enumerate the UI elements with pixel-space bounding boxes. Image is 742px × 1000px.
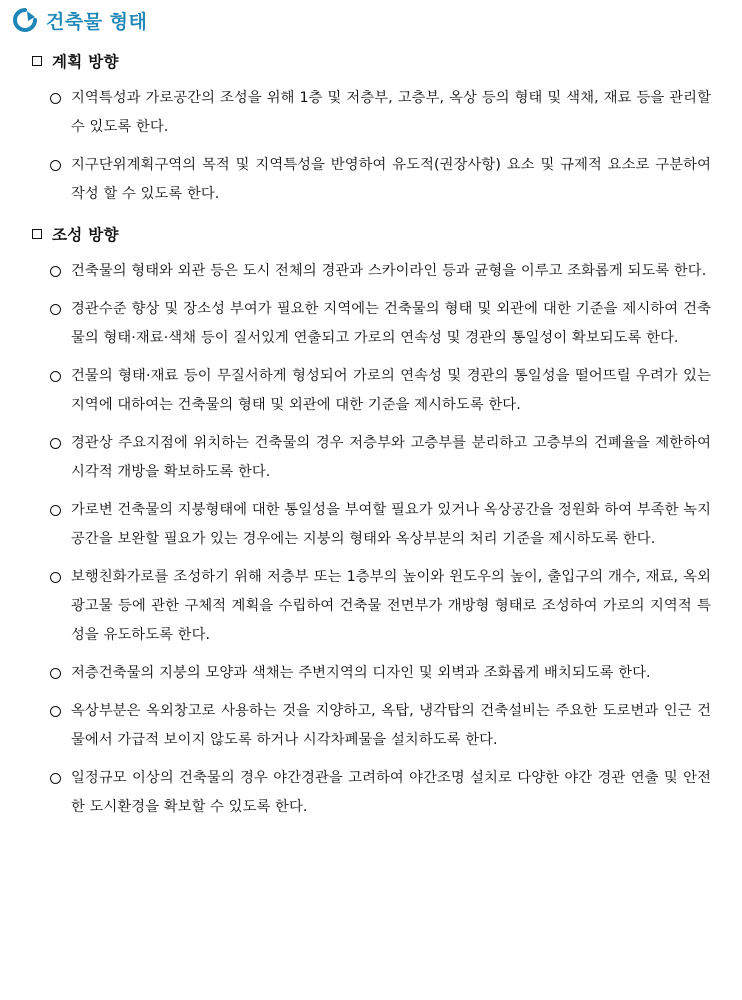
section-plan-direction — [12, 48, 728, 209]
circle-bullet-icon — [50, 668, 61, 679]
section-heading — [32, 48, 728, 74]
list-item — [50, 563, 728, 650]
list-item — [50, 151, 728, 209]
list-item-text: 건축물의 형태와 외관 등은 도시 전체의 경관과 스카이라인 등과 균형을 이루고 조화롭게 되도록 한다. — [71, 263, 707, 279]
circle-bullet-icon — [50, 304, 61, 315]
list-item — [50, 362, 728, 420]
list-item — [50, 429, 728, 487]
square-bullet-icon — [32, 56, 42, 66]
list-item-text: 저층건축물의 지붕의 모양과 색채는 주변지역의 디자인 및 외벽과 조화롭게 배치되도록 한다. — [71, 665, 651, 681]
list-item — [50, 295, 728, 353]
circle-bullet-icon — [50, 505, 61, 516]
circle-bullet-icon — [50, 266, 61, 277]
circle-bullet-icon — [50, 773, 61, 784]
circle-bullet-icon — [50, 438, 61, 449]
list-item-text: 일정규모 이상의 건축물의 경우 야간경관을 고려하여 야간조명 설치로 다양한 야간 경관 연출 및 안전한 도시환경을 확보할 수 있도록 한다. — [71, 770, 711, 815]
list-item-text: 경관수준 향상 및 장소성 부여가 필요한 지역에는 건축물의 형태 및 외관에 대한 기준을 제시하여 건축물의 형태·재료·색채 등이 질서있게 연출되고 가로의 연속성 및 경관의 통일성이 확보되도록 한다. — [71, 301, 711, 346]
list-item — [50, 764, 728, 822]
circular-arrow-icon — [12, 7, 38, 33]
list-item-text: 지역특성과 가로공간의 조성을 위해 1층 및 저층부, 고층부, 옥상 등의 형태 및 색채, 재료 등을 관리할 수 있도록 한다. — [71, 90, 711, 135]
list-item-text: 가로변 건축물의 지붕형태에 대한 통일성을 부여할 필요가 있거나 옥상공간을 정원화 하여 부족한 녹지공간을 보완할 필요가 있는 경우에는 지붕의 형태와 옥상부분의 처리 기준을 제시하도록 한다. — [71, 502, 711, 547]
circle-bullet-icon — [50, 93, 61, 104]
list-item — [50, 697, 728, 755]
list-item — [50, 257, 728, 286]
square-bullet-icon — [32, 229, 42, 239]
list-item-text: 경관상 주요지점에 위치하는 건축물의 경우 저층부와 고층부를 분리하고 고층부의 건폐율을 제한하여 시각적 개방을 확보하도록 한다. — [71, 435, 711, 480]
list-item-text: 보행친화가로를 조성하기 위해 저층부 또는 1층부의 높이와 윈도우의 높이, 출입구의 개수, 재료, 옥외광고물 등에 관한 구체적 계획을 수립하여 건축물 전면부가 개방형 형태로 조성하여 가로의 지역적 특성을 유도하도록 한다. — [71, 569, 711, 643]
page-title: 건축물 형태 — [46, 10, 148, 33]
list-item — [50, 659, 728, 688]
list-item-text: 지구단위계획구역의 목적 및 지역특성을 반영하여 유도적(권장사항) 요소 및 규제적 요소로 구분하여 작성 할 수 있도록 한다. — [71, 157, 711, 202]
list-item-text: 건물의 형태·재료 등이 무질서하게 형성되어 가로의 연속성 및 경관의 통일성을 떨어뜨릴 우려가 있는 지역에 대하여는 건축물의 형태 및 외관에 대한 기준을 제시하도록 한다. — [71, 368, 711, 413]
list-item-text: 옥상부분은 옥외창고로 사용하는 것을 지양하고, 옥탑, 냉각탑의 건축설비는 주요한 도로변과 인근 건물에서 가급적 보이지 않도록 하거나 시각차폐물을 설치하도록 한다. — [71, 703, 711, 748]
section-title: 계획 방향 — [52, 53, 119, 71]
list-item — [50, 496, 728, 554]
section-build-direction — [12, 221, 728, 822]
circle-bullet-icon — [50, 160, 61, 171]
circle-bullet-icon — [50, 572, 61, 583]
title-row — [12, 6, 728, 34]
list-item — [50, 84, 728, 142]
circle-bullet-icon — [50, 706, 61, 717]
section-heading — [32, 221, 728, 247]
circle-bullet-icon — [50, 371, 61, 382]
section-title: 조성 방향 — [52, 226, 119, 244]
